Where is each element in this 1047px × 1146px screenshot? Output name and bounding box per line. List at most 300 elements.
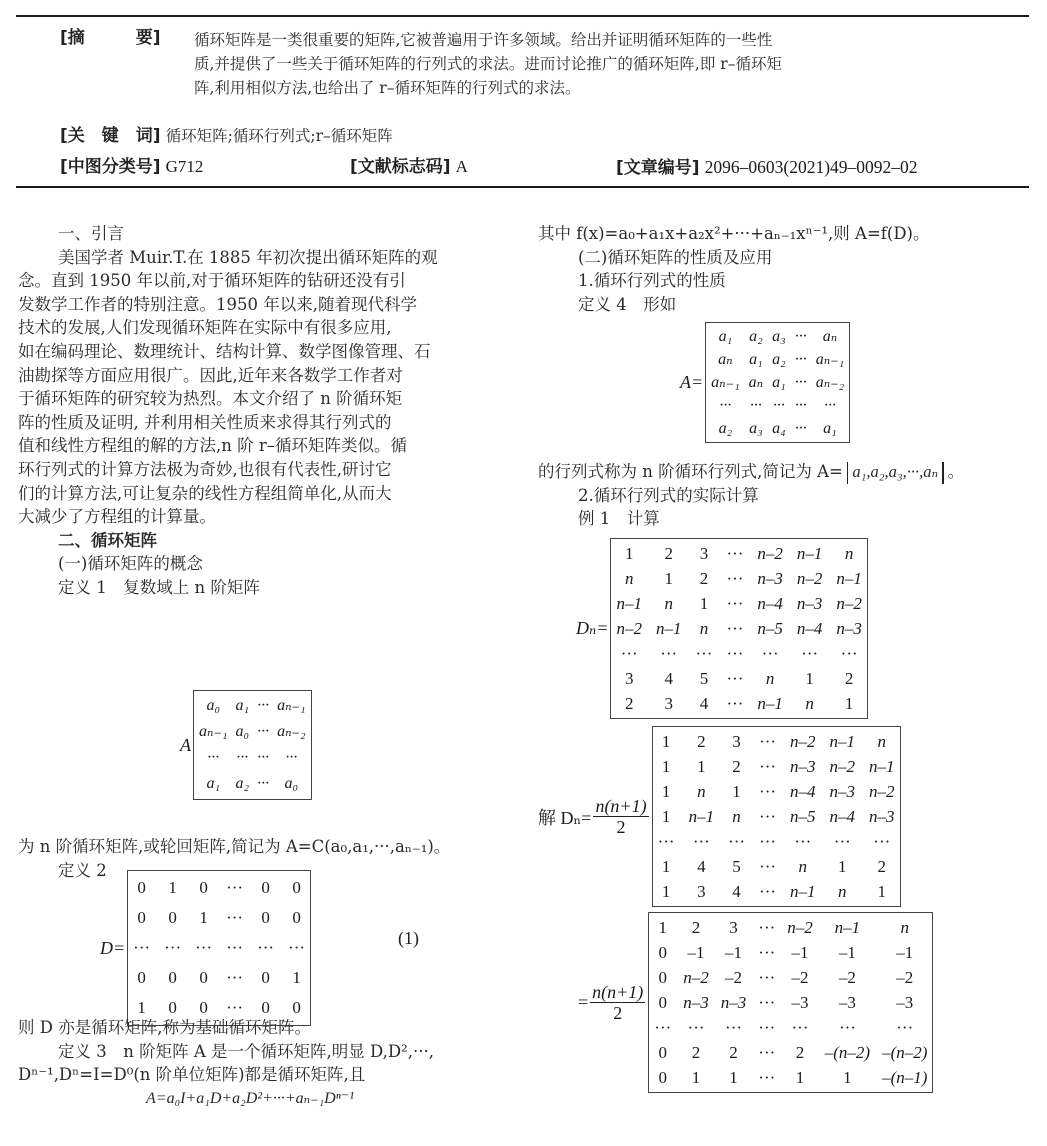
matrix-cell: 1 xyxy=(805,669,814,688)
fraction-1 xyxy=(593,796,648,837)
matrix-cell: 0 xyxy=(292,908,301,927)
matrix-cell: ··· xyxy=(791,1018,809,1037)
matrix-cell: 0 xyxy=(199,878,208,897)
solution-lhs: 解 Dₙ= xyxy=(538,807,592,828)
matrix-cell: ··· xyxy=(285,749,298,766)
abstract-label xyxy=(60,28,161,48)
matrix-cell: n xyxy=(664,594,673,613)
matrix-cell: n–2 xyxy=(683,968,709,987)
matrix-cell: ··· xyxy=(758,1068,776,1087)
matrix-cell: n xyxy=(732,807,741,826)
matrix-cell: 0 xyxy=(168,968,177,987)
matrix-cell: a₂ xyxy=(235,775,250,792)
matrix-a4-lhs: A= xyxy=(680,372,704,392)
matrix-cell: ··· xyxy=(719,397,732,414)
matrix-d-lhs: D= xyxy=(100,937,126,958)
section-1-title: 一、引言 xyxy=(58,224,124,243)
matrix-cell: ··· xyxy=(794,351,807,368)
matrix-cell: 4 xyxy=(699,694,709,713)
matrix-cell: ··· xyxy=(288,938,306,957)
matrix-cell: 5 xyxy=(732,857,741,876)
matrix-dn-lhs: Dₙ= xyxy=(576,618,609,638)
matrix-cell: n xyxy=(697,782,706,801)
matrix-cell: ··· xyxy=(833,832,851,851)
matrix-cell: aₙ₋₁ xyxy=(711,374,740,391)
matrix-cell: ··· xyxy=(759,882,777,901)
matrix-cell: 1 xyxy=(664,569,673,588)
matrix-cell: n–2 xyxy=(616,619,642,638)
matrix-cell: n–2 xyxy=(790,732,816,751)
definition-3-line-1: 定义 3 n 阶矩阵 A 是一个循环矩阵,明显 D,D²,···, xyxy=(58,1041,434,1061)
matrix-cell: 1 xyxy=(729,1068,738,1087)
def4-prefix: 的行列式称为 n 阶循环行列式,简记为 A= xyxy=(538,462,843,481)
matrix-cell: ··· xyxy=(236,749,249,766)
matrix-cell: –1 xyxy=(725,943,743,962)
doc-code-row xyxy=(350,157,468,177)
matrix-cell: n–5 xyxy=(757,619,783,638)
intro-line: 发数学工作者的特别注意。1950 年以来,随着现代科学 xyxy=(18,294,417,314)
intro-line: 于循环矩阵的研究较为热烈。本文介绍了 n 阶循环矩 xyxy=(18,389,403,409)
matrix-cell: ··· xyxy=(794,397,807,414)
matrix-cell: aₙ xyxy=(748,374,764,391)
fx-definition: 其中 f(x)=a₀+a₁x+a₂x²+···+aₙ₋₁xⁿ⁻¹,则 A=f(D)。 xyxy=(538,224,930,243)
header-top-rule xyxy=(16,15,1029,17)
matrix-cell: ··· xyxy=(257,775,270,792)
matrix-cell: a₀ xyxy=(206,697,221,714)
matrix-cell: n–2 xyxy=(757,544,783,563)
matrix-cell: –(n–2) xyxy=(824,1043,871,1062)
matrix-cell: 0 xyxy=(137,968,146,987)
determinant-bar-right xyxy=(942,462,944,484)
equals-sign: = xyxy=(578,992,589,1012)
matrix-cell: ··· xyxy=(749,397,762,414)
matrix-cell: 2 xyxy=(697,732,706,751)
matrix-cell: a₁ xyxy=(749,351,763,368)
matrix-cell: 0 xyxy=(137,878,146,897)
matrix-cell: ··· xyxy=(226,938,244,957)
determinant-bar-left xyxy=(847,462,849,484)
solution-matrix-1 xyxy=(538,726,901,907)
matrix-cell: 1 xyxy=(661,732,671,751)
subsection-2-1-title: 1.循环行列式的性质 xyxy=(578,271,726,291)
matrix-cell: 4 xyxy=(732,882,741,901)
matrix-cell: 0 xyxy=(137,908,146,927)
definition-1-conclusion: 为 n 阶循环矩阵,或轮回矩阵,简记为 A=C(a₀,a₁,···,aₙ₋₁)。 xyxy=(18,837,451,856)
matrix-cell: 0 xyxy=(658,968,668,987)
matrix-cell: ··· xyxy=(794,832,812,851)
matrix-cell: 0 xyxy=(168,998,177,1017)
matrix-cell: 1 xyxy=(877,882,887,901)
matrix-d-bracket xyxy=(127,870,311,1026)
matrix-cell: n–2 xyxy=(869,782,895,801)
matrix-cell: 2 xyxy=(691,1043,701,1062)
matrix-cell: ··· xyxy=(728,832,746,851)
matrix-cell: 3 xyxy=(732,732,741,751)
matrix-cell: a₃ xyxy=(772,328,786,345)
solution-prefix xyxy=(538,804,591,830)
matrix-cell: ··· xyxy=(687,1018,705,1037)
def4-elements: a₁,a₂,a₃,···,aₙ xyxy=(852,462,939,481)
matrix-cell: –3 xyxy=(896,993,914,1012)
matrix-cell: 1 xyxy=(661,857,671,876)
matrix-a-lhs: A xyxy=(180,734,191,755)
clc-row xyxy=(60,157,203,177)
matrix-d xyxy=(100,870,311,1026)
matrix-cell: –(n–1) xyxy=(882,1068,928,1087)
matrix-cell: 0 xyxy=(199,968,208,987)
matrix-cell: ··· xyxy=(726,544,744,563)
section-2-title: 二、循环矩阵 xyxy=(58,530,157,550)
matrix-cell: ··· xyxy=(660,644,678,663)
clc-value: G712 xyxy=(165,157,204,176)
matrix-cell: n–4 xyxy=(757,594,783,613)
solution-matrix-2 xyxy=(578,912,933,1093)
matrix-cell: 0 xyxy=(658,1068,668,1087)
matrix-cell: ··· xyxy=(761,644,779,663)
matrix-cell: ··· xyxy=(801,644,819,663)
matrix-cell: 1 xyxy=(199,908,208,927)
matrix-cell: aₙ₋₁ xyxy=(199,723,228,740)
matrix-cell: –2 xyxy=(838,968,856,987)
subsection-1-title: (一)循环矩阵的概念 xyxy=(58,554,203,574)
definition-2-conclusion: 则 D 亦是循环矩阵,称为基础循环矩阵。 xyxy=(18,1018,311,1037)
matrix-cell: ··· xyxy=(758,1043,776,1062)
right-column-cont xyxy=(538,460,1043,531)
intro-line: 技术的发展,人们发现循环矩阵在实际中有很多应用, xyxy=(18,318,392,338)
intro-line: 们的计算方法,可让复杂的线性方程组简单化,从而大 xyxy=(18,483,392,503)
intro-paragraph xyxy=(18,246,523,529)
abstract-line: 质,并提供了一些关于循环矩阵的行列式的求法。进而讨论推广的循环矩阵,即 r–循环矩 xyxy=(194,55,782,73)
matrix-cell: 0 xyxy=(292,998,301,1017)
matrix-cell: aₙ xyxy=(718,351,733,368)
matrix-cell: a₀ xyxy=(284,775,299,792)
matrix-cell: 3 xyxy=(664,694,673,713)
matrix-cell: ··· xyxy=(726,569,744,588)
matrix-cell: 0 xyxy=(168,908,177,927)
matrix-cell: a₁ xyxy=(823,420,837,437)
matrix-cell: 0 xyxy=(199,998,208,1017)
matrix-cell: –1 xyxy=(687,943,705,962)
matrix-cell: n–2 xyxy=(787,918,813,937)
matrix-cell: 1 xyxy=(661,782,671,801)
solution-matrix-2-grid xyxy=(654,915,927,1090)
matrix-cell: ··· xyxy=(873,832,891,851)
matrix-cell: ··· xyxy=(226,908,244,927)
matrix-cell: n–1 xyxy=(790,882,816,901)
matrix-cell: ··· xyxy=(726,694,744,713)
matrix-cell: a₂ xyxy=(718,420,733,437)
matrix-dn-bracket xyxy=(610,538,867,719)
matrix-cell: a₁ xyxy=(206,775,221,792)
matrix-cell: ··· xyxy=(226,998,244,1017)
intro-line: 环行列式的计算方法极为奇妙,也很有代表性,研讨它 xyxy=(18,459,392,479)
matrix-cell: 1 xyxy=(292,968,301,987)
doc-code-value: A xyxy=(455,157,468,176)
solution-matrix-1-bracket xyxy=(652,726,901,907)
matrix-cell: n–1 xyxy=(688,807,715,826)
matrix-cell: n–3 xyxy=(790,757,816,776)
matrix-a4-bracket xyxy=(705,322,850,443)
matrix-cell: n xyxy=(900,918,909,937)
matrix-cell: 3 xyxy=(729,918,738,937)
matrix-cell: 2 xyxy=(795,1043,805,1062)
matrix-cell: a₂ xyxy=(749,328,763,345)
matrix-cell: n–3 xyxy=(683,993,709,1012)
matrix-cell: 2 xyxy=(624,694,634,713)
intro-line: 值和线性方程组的解的方法,n 阶 r–循环矩阵类似。循 xyxy=(18,436,407,456)
matrix-cell: n–3 xyxy=(829,782,856,801)
matrix-cell: ··· xyxy=(759,732,777,751)
matrix-cell: a₃ xyxy=(749,420,763,437)
matrix-cell: 1 xyxy=(699,594,709,613)
equation-number: (1) xyxy=(398,928,419,948)
matrix-cell: ··· xyxy=(759,782,777,801)
matrix-cell: a₁ xyxy=(772,374,786,391)
matrix-cell: a₀ xyxy=(235,723,250,740)
matrix-cell: –2 xyxy=(725,968,743,987)
matrix-cell: 3 xyxy=(699,544,709,563)
fraction-1-denominator: 2 xyxy=(616,817,626,837)
definition-3-line-2: Dⁿ⁻¹,Dⁿ=I=D⁰(n 阶单位矩阵)都是循环矩阵,且 xyxy=(18,1065,366,1085)
matrix-cell: ··· xyxy=(692,832,710,851)
matrix-cell: 0 xyxy=(658,993,668,1012)
matrix-cell: ··· xyxy=(226,878,244,897)
matrix-cell: ··· xyxy=(794,328,807,345)
matrix-cell: aₙ₋₁ xyxy=(815,351,845,368)
matrix-cell: 2 xyxy=(729,1043,738,1062)
matrix-cell: ··· xyxy=(726,669,744,688)
matrix-dn xyxy=(576,538,868,719)
matrix-cell: 2 xyxy=(699,569,709,588)
matrix-cell: 0 xyxy=(261,968,270,987)
matrix-cell: 1 xyxy=(168,878,177,897)
intro-line: 大减少了方程组的计算量。 xyxy=(18,507,216,527)
matrix-cell: n xyxy=(699,619,709,638)
matrix-cell: 1 xyxy=(844,694,854,713)
matrix-cell: ··· xyxy=(759,857,777,876)
matrix-cell: 1 xyxy=(795,1068,805,1087)
matrix-cell: a₁ xyxy=(718,328,733,345)
matrix-cell: n–3 xyxy=(796,594,823,613)
matrix-cell: ··· xyxy=(257,749,270,766)
matrix-cell: –3 xyxy=(838,993,856,1012)
left-column-end xyxy=(18,1016,528,1110)
intro-line: 如在编码理论、数理统计、结构计算、数学图像管理、石 xyxy=(18,341,431,361)
matrix-cell: 4 xyxy=(697,857,706,876)
fraction-2 xyxy=(590,982,645,1023)
matrix-cell: ··· xyxy=(758,968,776,987)
matrix-cell: n–4 xyxy=(796,619,823,638)
matrix-cell: aₙ xyxy=(822,328,838,345)
matrix-a-def1 xyxy=(180,690,312,800)
matrix-cell: n xyxy=(838,882,847,901)
matrix-cell: n–3 xyxy=(720,993,747,1012)
matrix-a-bracket xyxy=(193,690,312,800)
matrix-cell: 0 xyxy=(658,943,668,962)
matrix-cell: n–1 xyxy=(796,544,823,563)
matrix-cell: a₄ xyxy=(772,420,786,437)
matrix-cell: –1 xyxy=(838,943,856,962)
matrix-cell: ··· xyxy=(759,807,777,826)
matrix-cell: ··· xyxy=(195,938,213,957)
matrix-cell: a₁ xyxy=(235,697,250,714)
matrix-cell: ··· xyxy=(758,1018,776,1037)
fraction-1-numerator: n(n+1) xyxy=(595,796,647,816)
matrix-cell: ··· xyxy=(758,943,776,962)
matrix-cell: ··· xyxy=(758,993,776,1012)
matrix-cell: n–1 xyxy=(829,732,856,751)
matrix-cell: 2 xyxy=(664,544,673,563)
matrix-cell: ··· xyxy=(896,1018,914,1037)
matrix-cell: ··· xyxy=(226,968,244,987)
keywords-label: [关 键 词] xyxy=(60,126,161,146)
matrix-cell: ··· xyxy=(654,1018,672,1037)
matrix-cell: n–2 xyxy=(829,757,856,776)
matrix-cell: ··· xyxy=(726,594,744,613)
article-no-row xyxy=(616,157,918,178)
matrix-cell: 1 xyxy=(661,807,671,826)
matrix-cell: aₙ₋₂ xyxy=(277,723,306,740)
matrix-cell: n xyxy=(844,544,854,563)
matrix-cell: n–2 xyxy=(796,569,823,588)
matrix-cell: ··· xyxy=(725,1018,743,1037)
abstract-body xyxy=(194,28,1014,100)
matrix-cell: ··· xyxy=(257,697,270,714)
matrix-cell: n xyxy=(765,669,775,688)
matrix-cell: 4 xyxy=(664,669,673,688)
matrix-cell: 2 xyxy=(844,669,854,688)
definition-4-conclusion xyxy=(538,460,1043,484)
matrix-cell: ··· xyxy=(838,1018,856,1037)
matrix-cell: n–3 xyxy=(836,619,862,638)
matrix-cell: 1 xyxy=(691,1068,701,1087)
matrix-cell: 1 xyxy=(624,544,634,563)
header-bottom-rule xyxy=(16,186,1029,188)
matrix-cell: ··· xyxy=(726,619,744,638)
matrix-cell: ··· xyxy=(257,723,270,740)
intro-line: 美国学者 Muir.T.在 1885 年初次提出循环矩阵的观 xyxy=(58,247,438,267)
matrix-cell: 0 xyxy=(261,878,270,897)
matrix-cell: n–2 xyxy=(836,594,862,613)
matrix-cell: ··· xyxy=(759,832,777,851)
matrix-cell: ··· xyxy=(726,644,744,663)
matrix-cell: n xyxy=(805,694,814,713)
subsection-2-2-title: 2.循环行列式的实际计算 xyxy=(578,485,759,505)
matrix-cell: ··· xyxy=(794,374,807,391)
matrix-cell: 1 xyxy=(843,1068,852,1087)
solution-matrix-1-grid xyxy=(658,729,895,904)
matrix-cell: –2 xyxy=(791,968,809,987)
matrix-cell: 1 xyxy=(658,918,668,937)
matrix-cell: n–1 xyxy=(869,757,895,776)
definition-1: 定义 1 复数域上 n 阶矩阵 xyxy=(58,577,260,597)
matrix-cell: ··· xyxy=(759,757,777,776)
matrix-cell: ··· xyxy=(772,397,785,414)
subsection-2-title: (二)循环矩阵的性质及应用 xyxy=(578,247,773,267)
matrix-cell: n xyxy=(798,857,808,876)
matrix-cell: 0 xyxy=(658,1043,668,1062)
abstract-line: 阵,利用相似方法,也给出了 r–循环矩阵的行列式的求法。 xyxy=(194,79,581,97)
matrix-cell: n–3 xyxy=(757,569,783,588)
matrix-cell: n–5 xyxy=(790,807,816,826)
matrix-cell: ··· xyxy=(257,938,275,957)
fraction-2-numerator: n(n+1) xyxy=(592,982,644,1002)
matrix-cell: 3 xyxy=(624,669,634,688)
matrix-cell: 3 xyxy=(697,882,706,901)
matrix-cell: 1 xyxy=(732,782,741,801)
matrix-cell: ··· xyxy=(695,644,713,663)
matrix-cell: 1 xyxy=(697,757,706,776)
matrix-cell: –3 xyxy=(791,993,809,1012)
intro-line: 阵的性质及证明, 并利用相关性质来求得其行列式的 xyxy=(18,412,392,432)
matrix-cell: ··· xyxy=(758,918,776,937)
intro-line: 油勘探等方面应用很广。因此,近年来各数学工作者对 xyxy=(18,365,403,385)
matrix-cell: 1 xyxy=(838,857,847,876)
matrix-cell: n–4 xyxy=(790,782,816,801)
right-column xyxy=(538,222,1038,316)
matrix-cell: ··· xyxy=(657,832,675,851)
matrix-cell: 1 xyxy=(661,882,671,901)
matrix-cell: –1 xyxy=(791,943,809,962)
matrix-cell: n–1 xyxy=(834,918,861,937)
keywords-row xyxy=(60,126,393,146)
matrix-cell: a₂ xyxy=(772,351,786,368)
matrix-cell: 0 xyxy=(292,878,301,897)
matrix-cell: aₙ₋₂ xyxy=(815,374,845,391)
fraction-2-denominator: 2 xyxy=(613,1003,623,1023)
matrix-d-grid xyxy=(133,873,305,1023)
matrix-cell: n xyxy=(624,569,634,588)
matrix-cell: 1 xyxy=(137,998,146,1017)
matrix-cell: n–1 xyxy=(655,619,682,638)
intro-line: 念。直到 1950 年以前,对于循环矩阵的钻研还没有引 xyxy=(18,271,406,291)
definition-2: 定义 2 xyxy=(58,860,107,880)
matrix-cell: 0 xyxy=(261,998,270,1017)
matrix-cell: –1 xyxy=(896,943,914,962)
matrix-cell: n–3 xyxy=(869,807,895,826)
matrix-cell: 2 xyxy=(691,918,701,937)
matrix-cell: ··· xyxy=(794,420,807,437)
matrix-cell: –(n–2) xyxy=(882,1043,928,1062)
matrix-cell: n–1 xyxy=(836,569,862,588)
example-1: 例 1 计算 xyxy=(578,509,660,529)
matrix-cell: ··· xyxy=(133,938,151,957)
matrix-cell: aₙ₋₁ xyxy=(277,697,306,714)
matrix-dn-grid xyxy=(616,541,861,716)
doc-code-label: [文献标志码] xyxy=(350,157,451,177)
article-no-label: [文章编号] xyxy=(616,158,700,178)
matrix-cell: n–1 xyxy=(616,594,642,613)
matrix-a4-grid xyxy=(711,325,844,440)
matrix-cell: 5 xyxy=(699,669,709,688)
definition-3-formula: A=a₀I+a₁D+a₂D²+···+aₙ₋₁Dⁿ⁻¹ xyxy=(146,1089,355,1107)
matrix-cell: 2 xyxy=(732,757,741,776)
matrix-cell: 0 xyxy=(261,908,270,927)
matrix-cell: ··· xyxy=(823,397,836,414)
abstract-label-text: [摘 要] xyxy=(60,28,161,48)
def4-suffix: 。 xyxy=(947,462,965,481)
keywords-value: 循环矩阵;循环行列式;r–循环矩阵 xyxy=(165,127,393,145)
abstract-line: 循环矩阵是一类很重要的矩阵,它被普遍用于许多领域。给出并证明循环矩阵的一些性 xyxy=(194,31,773,49)
matrix-cell: n xyxy=(877,732,887,751)
left-column xyxy=(18,222,523,600)
matrix-a-def4 xyxy=(680,322,850,443)
matrix-a-grid xyxy=(199,693,306,797)
matrix-cell: n–1 xyxy=(757,694,783,713)
clc-label: [中图分类号] xyxy=(60,157,161,177)
matrix-cell: ··· xyxy=(164,938,182,957)
matrix-cell: –2 xyxy=(896,968,914,987)
